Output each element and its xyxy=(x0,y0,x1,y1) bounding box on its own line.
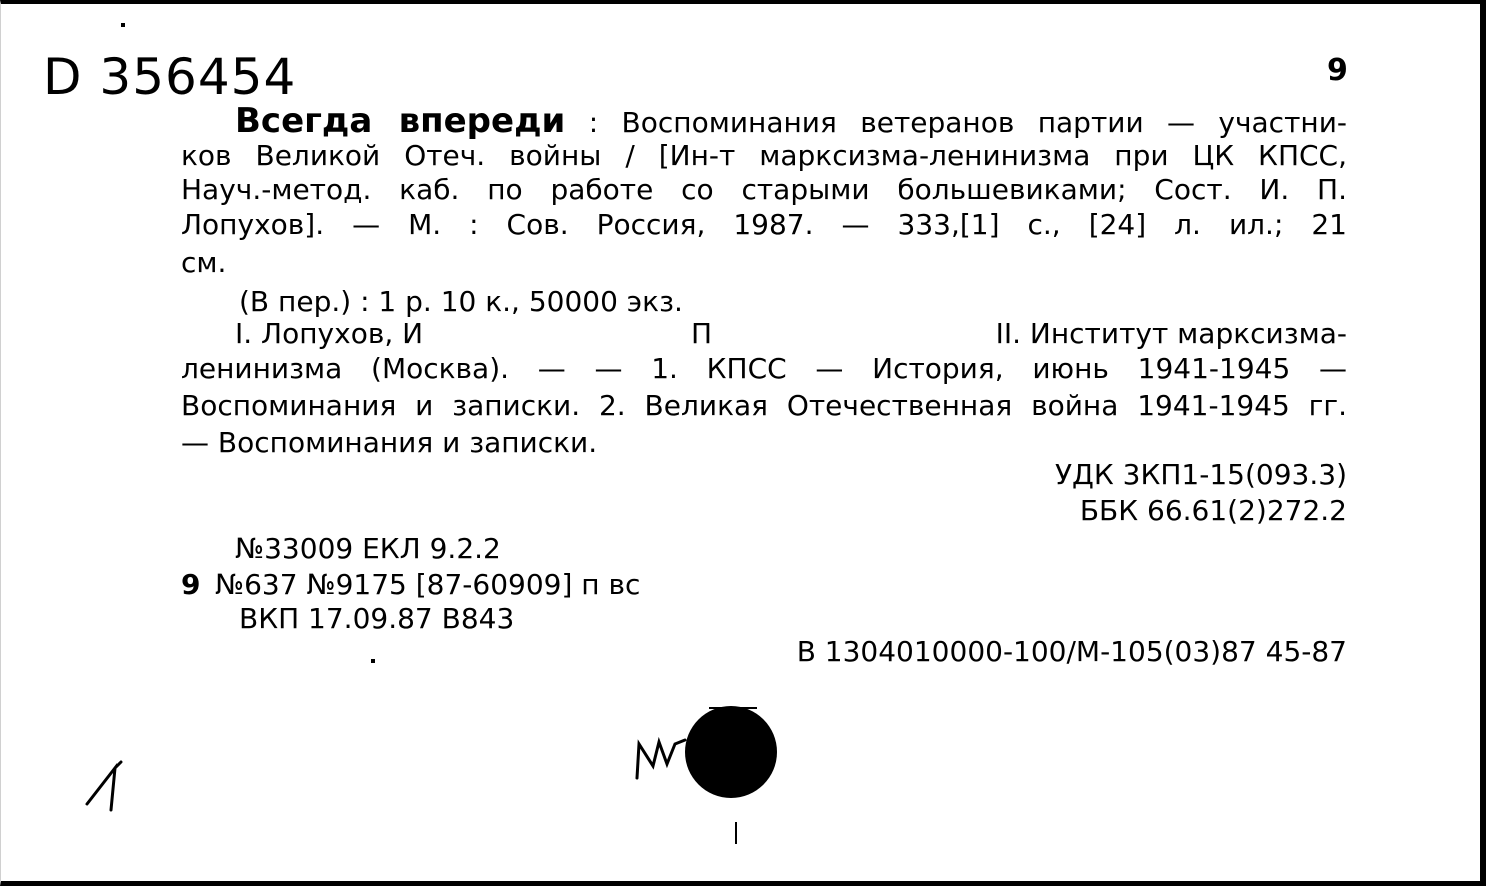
title-line xyxy=(235,101,1347,141)
description-line-5: см. xyxy=(181,246,227,279)
entry-lopukhov: I. Лопухов, И xyxy=(235,317,424,350)
subject-line-1: ленинизма (Москва). — — 1. КПСС — История, июнь 1941-1945 — xyxy=(181,352,1347,385)
stamp-mark xyxy=(629,704,789,804)
dot-mark-2 xyxy=(371,659,375,663)
entry-institute: II. Институт марксизма- xyxy=(995,317,1347,350)
corner-mark: 9 xyxy=(1327,53,1348,88)
description-line-2: ков Великой Отеч. войны / [Ин-т марксизма-ленинизма при ЦК КПСС, xyxy=(181,139,1347,172)
udk-code: УДК 3КП1-15(093.3) xyxy=(1054,458,1347,491)
tick-mark xyxy=(735,822,737,844)
description-line-3: Науч.-метод. каб. по работе со старыми большевиками; Сост. И. П. xyxy=(181,173,1347,206)
order-numbers: №637 №9175 [87-60909] п вс xyxy=(215,568,641,601)
description-line-1: : Воспоминания ветеранов партии — участни- xyxy=(565,106,1347,139)
subject-line-3: — Воспоминания и записки. xyxy=(181,426,598,459)
bbk-code: ББК 66.61(2)272.2 xyxy=(1079,494,1347,527)
order-prefix: 9 xyxy=(181,568,201,601)
price-line: (В пер.) : 1 р. 10 к., 50000 экз. xyxy=(239,285,683,318)
book-title: Всегда впереди xyxy=(235,101,566,141)
dot-mark xyxy=(121,23,125,27)
index-code: В 1304010000-100/М-105(03)87 45-87 xyxy=(796,635,1347,668)
description-line-4: Лопухов]. — М. : Сов. Россия, 1987. — 333,[1] с., [24] л. ил.; 21 xyxy=(181,208,1347,241)
entry-initial: П xyxy=(691,317,713,350)
ekl-number: №33009 ЕКЛ 9.2.2 xyxy=(235,532,501,565)
call-number: D 356454 xyxy=(43,48,297,106)
subject-line-2: Воспоминания и записки. 2. Великая Отечественная война 1941-1945 гг. xyxy=(181,389,1347,422)
vkp-line: ВКП 17.09.87 В843 xyxy=(239,602,515,635)
handwritten-stroke-mark xyxy=(81,756,141,816)
